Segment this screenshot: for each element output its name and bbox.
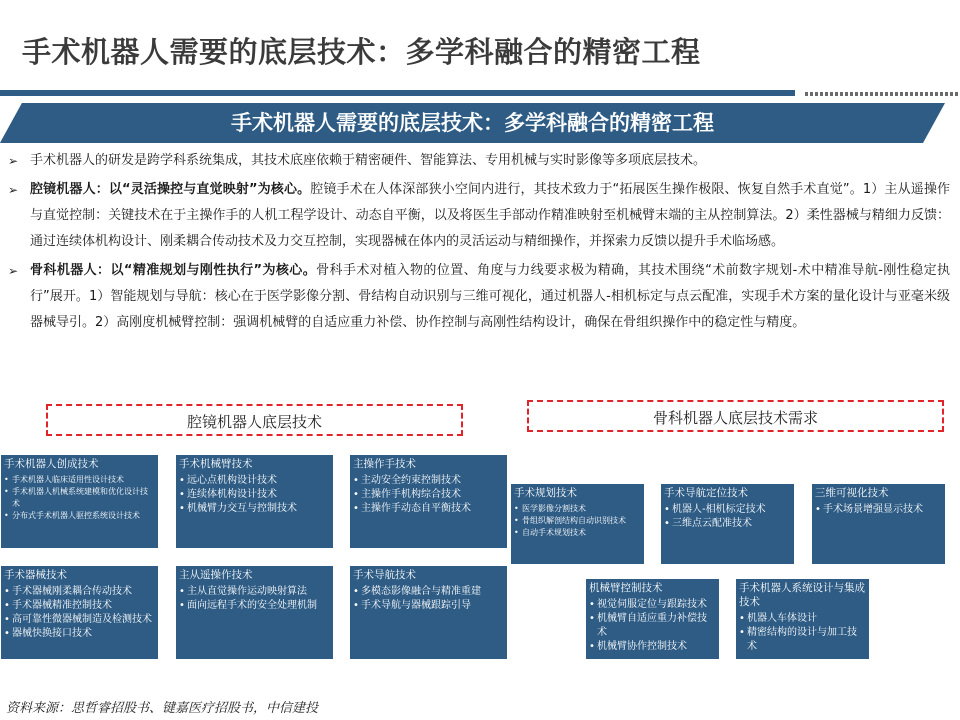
box-item: • 机器人车体设计 [739,612,866,626]
box-item: • 手术器械刚柔耦合传动技术 [4,585,155,599]
bullet-lead: 腔镜机器人：以“灵活操控与直觉映射”为核心。 [30,182,311,197]
box-item: • 医学影像分割技术 [514,503,641,515]
tech-box [510,483,645,565]
tech-box [735,578,870,660]
box-item: • 手术器械精准控制技术 [4,599,155,613]
box-item: • 分布式手术机器人驱控系统设计技术 [4,510,155,522]
box-item: • 主从直觉操作运动映射算法 [179,585,330,599]
page-title: 手术机器人需要的底层技术：多学科融合的精密工程 [22,35,701,69]
box-item: • 手术机器人机械系统建模和优化设计技术 [4,486,155,510]
arrow-bullet-icon: ➢ [8,154,19,168]
bullet-intro [6,148,950,174]
arrow-bullet-icon: ➢ [8,264,19,278]
title-rule-dotted [805,92,960,96]
box-item: • 机械臂自适应重力补偿技术 [589,612,716,640]
box-title: 手术器械技术 [4,569,67,581]
arrow-bullet-icon: ➢ [8,183,19,197]
box-item: • 视觉伺服定位与跟踪技术 [589,598,716,612]
box-item: • 自动手术规划技术 [514,527,641,539]
box-item: • 面向远程手术的安全处理机制 [179,599,330,613]
box-item: • 手术场景增强显示技术 [815,503,942,517]
box-title: 手术导航定位技术 [664,487,748,499]
box-item: • 机器人-相机标定技术 [664,503,791,517]
box-title: 主从遥操作技术 [179,569,253,581]
box-title: 主操作手技术 [353,458,416,470]
box-item: • 手术导航与器械跟踪引导 [353,599,504,613]
bullet-text: 手术机器人的研发是跨学科系统集成，其技术底座依赖于精密硬件、智能算法、专用机械与实时影像等多项底层技术。 [30,153,707,168]
section-label-orthopedic: 骨科机器人底层技术需求 [527,400,944,432]
box-item: • 机械臂力交互与控制技术 [179,502,330,516]
box-item: • 主操作手动态自平衡技术 [353,502,504,516]
tech-box [811,483,946,565]
tech-box [585,578,720,660]
box-title: 机械臂控制技术 [589,582,663,594]
tech-box [175,454,334,549]
box-item: • 高可靠性微器械制造及检测技术 [4,613,155,627]
box-item: • 三维点云配准技术 [664,517,791,531]
tech-box [0,454,159,549]
box-item: • 机械臂协作控制技术 [589,640,716,654]
source-note: 资料来源：思哲睿招股书、键嘉医疗招股书，中信建投 [6,701,319,716]
box-item: • 手术机器人临床适用性设计技术 [4,474,155,486]
bullet-text: 骨科手术对植入物的位置、角度与力线要求极为精确，其技术围绕“术前数字规划-术中精准导航-刚性稳定执行”展开。1）智能规划与导航：核心在于医学影像分割、骨结构自动识别与三维可视化，通过机器人-相机标定与点云配准，实现手术方案的量化设计与亚毫米级器械导引。2）高刚度机械臂控制：强调机械臂的自适应重力补偿、协作控制与高刚性结构设计，确保在骨组织操作中的稳定性与精度。 [30,263,950,330]
banner-title: 手术机器人需要的底层技术：多学科融合的精密工程 [231,111,714,135]
box-title: 手术规划技术 [514,487,577,499]
title-rule [0,90,795,96]
box-item: • 主操作手机构综合技术 [353,488,504,502]
bullet-lead: 骨科机器人：以“精准规划与刚性执行”为核心。 [30,263,317,278]
tech-box [349,565,508,660]
box-item: • 主动安全约束控制技术 [353,474,504,488]
box-title: 手术导航技术 [353,569,416,581]
box-item: • 远心点机构设计技术 [179,474,330,488]
tech-box [175,565,334,660]
box-item: • 骨组织解剖结构自动识别技术 [514,515,641,527]
box-item: • 精密结构的设计与加工技术 [739,626,866,654]
tech-box [349,454,508,549]
box-title: 手术机器人系统设计与集成技术 [739,582,865,608]
box-title: 手术机械臂技术 [179,458,253,470]
bullet-list [6,148,950,339]
section-banner [0,103,945,143]
box-title: 三维可视化技术 [815,487,889,499]
box-item: • 器械快换接口技术 [4,627,155,641]
tech-box [0,565,159,660]
bullet-orthopedic [6,258,950,336]
section-label-laparoscopic: 腔镜机器人底层技术 [46,404,463,436]
box-title: 手术机器人创成技术 [4,458,99,470]
box-item: • 连续体机构设计技术 [179,488,330,502]
bullet-laparoscopic [6,177,950,255]
box-item: • 多模态影像融合与精准重建 [353,585,504,599]
tech-box [660,483,795,565]
bullet-text: 腔镜手术在人体深部狭小空间内进行，其技术致力于“拓展医生操作极限、恢复自然手术直觉”。1）主从遥操作与直觉控制：关键技术在于主操作手的人机工程学设计、动态自平衡，以及将医生手部动作精准映射至机械臂末端的主从控制算法。2）柔性器械与精细力反馈：通过连续体机构设计、刚柔耦合传动技术及力交互控制，实现器械在体内的灵活运动与精细操作，并探索力反馈以提升手术临场感。 [30,182,951,249]
